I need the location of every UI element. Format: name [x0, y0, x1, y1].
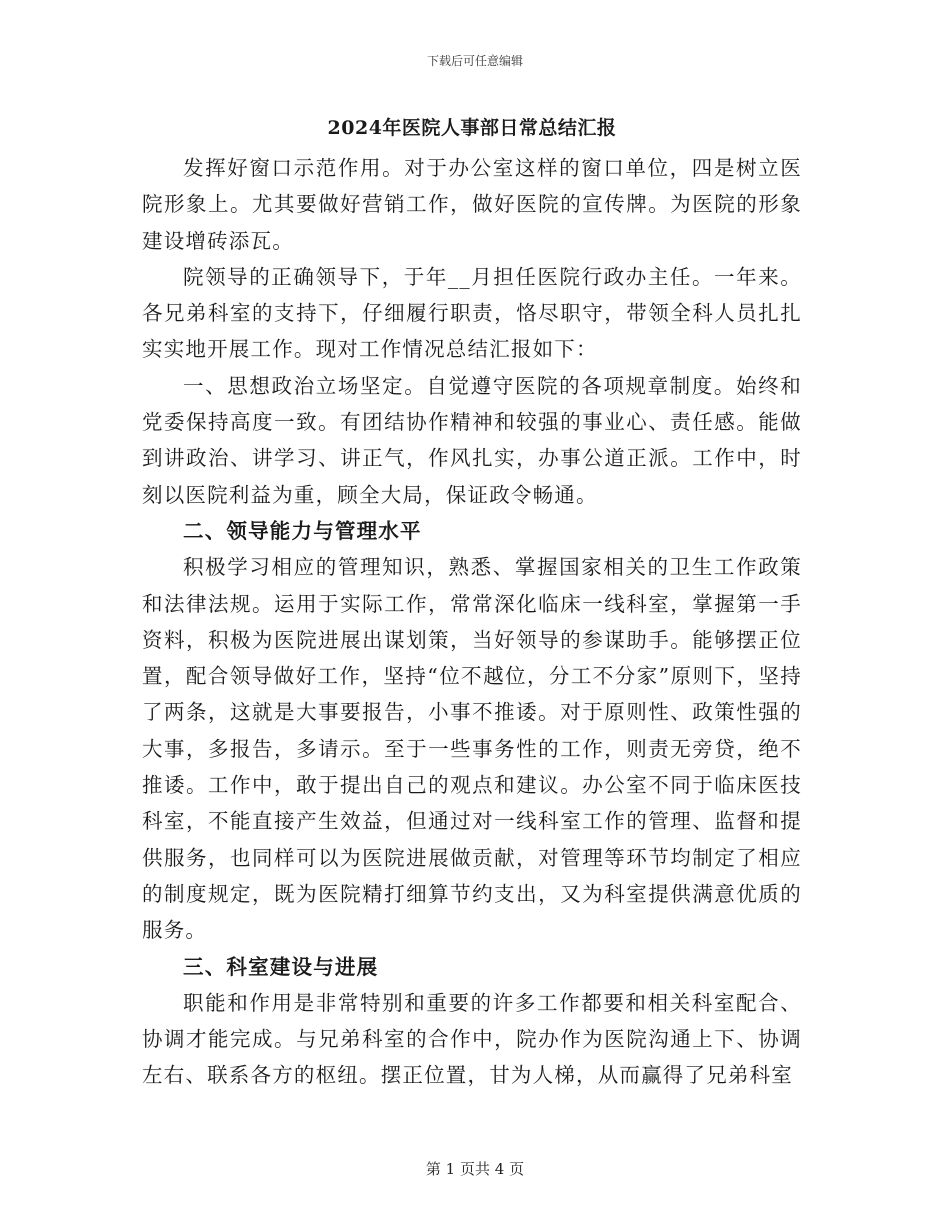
paragraph: 积极学习相应的管理知识，熟悉、掌握国家相关的卫生工作政策和法律法规。运用于实际工作，常常深化临床一线科室，掌握第一手资料，积极为医院进展出谋划策，当好领导的参谋助手。能够摆正位置，配合领导做好工作，坚持“位不越位，分工不分家”原则下，坚持了两条，这就是大事要报告，小事不推诿。对于原则性、政策性强的大事，多报告，多请示。至于一些事务性的工作，则责无旁贷，绝不推诿。工作中，敢于提出自己的观点和建议。办公室不同于临床医技科室，不能直接产生效益，但通过对一线科室工作的管理、监督和提供服务，也同样可以为医院进展做贡献，对管理等环节均制定了相应的制度规定，既为医院精打细算节约支出，又为科室提供满意优质的服务。	[142, 555, 802, 943]
document-body	[142, 110, 802, 1094]
page-indicator: 第 1 页共 4 页	[425, 1160, 525, 1178]
section-heading-leadership: 二、领导能力与管理水平	[183, 518, 422, 543]
section-heading-department: 三、科室建设与进展	[183, 954, 379, 979]
document-title: 2024年医院人事部日常总结汇报	[327, 117, 617, 139]
paragraph: 发挥好窗口示范作用。对于办公室这样的窗口单位，四是树立医院形象上。尤其要做好营销工作，做好医院的宣传牌。为医院的形象建设增砖添瓦。	[142, 156, 802, 253]
paragraph: 一、思想政治立场坚定。自觉遵守医院的各项规章制度。始终和党委保持高度一致。有团结协作精神和较强的事业心、责任感。能做到讲政治、讲学习、讲正气，作风扎实，办事公道正派。工作中，时刻以医院利益为重，顾全大局，保证政令畅通。	[142, 373, 802, 507]
header-note: 下载后可任意编辑	[426, 54, 523, 68]
paragraph: 职能和作用是非常特别和重要的许多工作都要和相关科室配合、协调才能完成。与兄弟科室的合作中，院办作为医院沟通上下、协调左右、联系各方的枢纽。摆正位置，甘为人梯，从而赢得了兄弟科室	[142, 990, 802, 1088]
paragraph: 院领导的正确领导下，于年__月担任医院行政办主任。一年来。各兄弟科室的支持下，仔细履行职责，恪尽职守，带领全科人员扎扎实实地开展工作。现对工作情况总结汇报如下：	[142, 264, 802, 362]
